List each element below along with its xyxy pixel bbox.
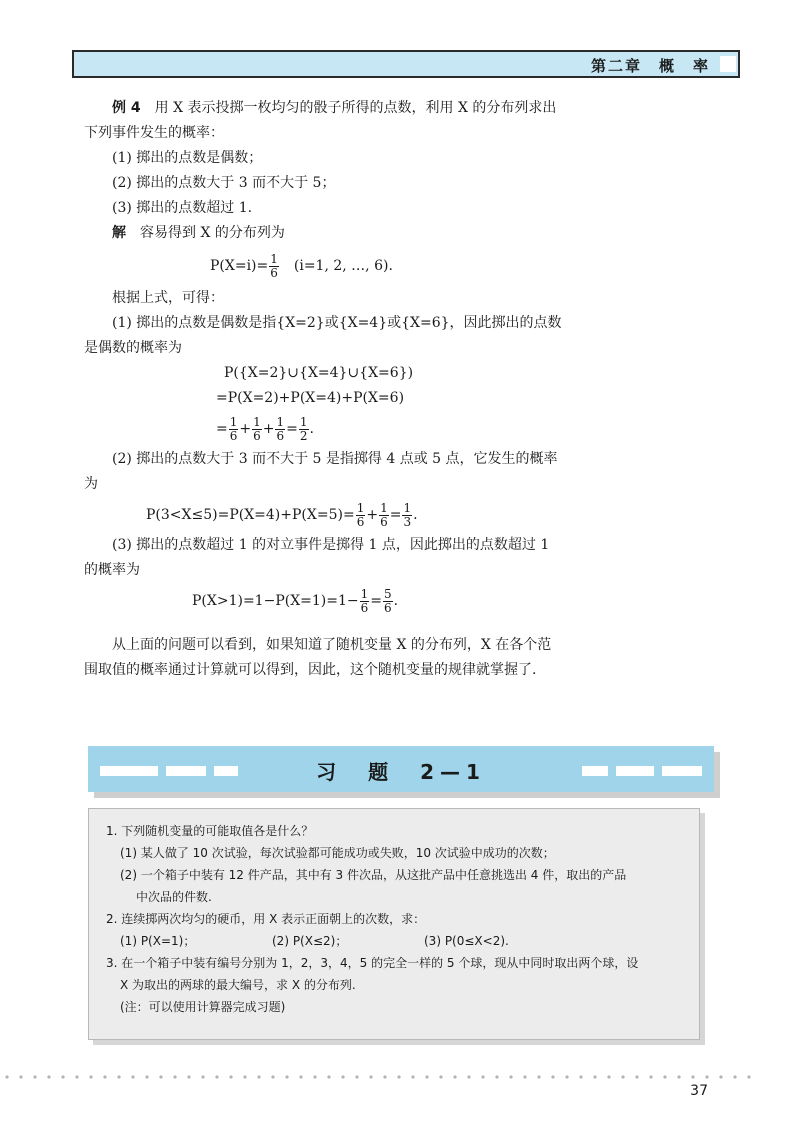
page-number: 37 — [690, 1083, 708, 1099]
part2-frac-1-den: 6 — [356, 514, 365, 529]
part1-frac-3-num: 1 — [276, 414, 285, 429]
dist-fraction — [269, 253, 279, 280]
part1-result-frac — [299, 416, 309, 443]
example-item-2: (2) 掷出的点数大于 3 而不大于 5； — [112, 175, 336, 191]
exercise-q2-choice-3: (3) P(0≤X<2). — [424, 934, 509, 948]
part2-frac-1-num: 1 — [356, 500, 365, 515]
part1-result-den: 2 — [299, 428, 308, 443]
exercise-q1-b-line1: (2) 一个箱子中装有 12 件产品，其中有 3 件次品，从这批产品中任意挑选出 4 件，取出的产品 — [120, 868, 627, 882]
footer-dotted-rule — [0, 1075, 760, 1079]
exercise-q2-choice-1: (1) P(X=1)； — [120, 934, 196, 948]
part3-frac-1-den: 6 — [360, 600, 369, 615]
part3-result-den: 6 — [384, 600, 392, 615]
part2-eq-prefix: P(3<X≤5)=P(X=4)+P(X=5)= — [146, 507, 355, 523]
part1-eq-line1: P({X=2}∪{X=4}∪{X=6}) — [224, 365, 414, 381]
part1-result-num: 1 — [299, 414, 308, 429]
part1-frac-1-num: 1 — [229, 414, 238, 429]
exercise-note: (注：可以使用计算器完成习题) — [120, 1000, 286, 1014]
spacer — [84, 619, 564, 633]
exercise-title: 习 题 2—1 — [316, 760, 486, 784]
header-square-decoration — [720, 56, 736, 72]
part1-text: (1) 掷出的点数是偶数是指{X=2}或{X=4}或{X=6}，因此掷出的点数是偶数的概率为 — [84, 315, 562, 356]
dist-lhs: P(X=i)= — [210, 258, 269, 274]
part2-equation: P(3<X≤5)=P(X=4)+P(X=5)= $\frac{1}{6}$ + $\frac{1}{6}$ = $\frac{1}{3}$ . — [146, 500, 418, 529]
dist-range: (i=1, 2, …, 6). — [293, 258, 393, 274]
example-item-1: (1) 掷出的点数是偶数； — [112, 150, 263, 166]
chapter-header-bar — [72, 50, 740, 78]
dist-fraction-den: 6 — [270, 265, 278, 280]
solution-label: 解 — [112, 225, 126, 241]
part1-eq3-prefix: = — [216, 421, 228, 437]
part2-frac-2-num: 1 — [380, 500, 388, 515]
part3-result-frac — [383, 588, 393, 615]
part3-eq-prefix: P(X>1)=1−P(X=1)=1− — [192, 593, 359, 609]
example-label: 例 4 — [112, 100, 141, 116]
exercise-q2-choice-2: (2) P(X≤2)； — [272, 934, 348, 948]
part1-frac-3-den: 6 — [276, 428, 285, 443]
part1-frac-2-den: 6 — [253, 428, 261, 443]
exercise-q2-choices — [106, 930, 696, 952]
part2-frac-1 — [356, 502, 366, 529]
solution-intro — [84, 221, 564, 246]
part3-frac-1-num: 1 — [360, 586, 369, 601]
exercise-q3-line1: 3. 在一个箱子中装有编号分别为 1，2，3，4，5 的完全一样的 5 个球，现从中同时取出两个球，设 — [106, 956, 639, 970]
example-body — [84, 96, 564, 683]
example-intro-text: 用 X 表示投掷一枚均匀的骰子所得的点数，利用 X 的分布列求出下列事件发生的概率： — [84, 100, 557, 141]
part2-result-num: 1 — [403, 500, 412, 515]
part1-frac-1 — [229, 416, 239, 443]
part2-result-den: 3 — [403, 514, 412, 529]
exercise-q1-b-line2: 中次品的件数. — [136, 890, 212, 904]
part1-eq-line2: =P(X=2)+P(X=4)+P(X=6) — [216, 390, 405, 406]
exercise-q2: 2. 连续掷两次均匀的硬币，用 X 表示正面朝上的次数，求： — [106, 912, 426, 926]
banner-deco-bar — [662, 766, 702, 776]
part1-frac-1-den: 6 — [229, 428, 238, 443]
conclusion: 从上面的问题可以看到，如果知道了随机变量 X 的分布列，X 在各个范围取值的概率通过计算就可以得到，因此，这个随机变量的规律就掌握了. — [84, 637, 552, 678]
exercise-q3-line2: X 为取出的两球的最大编号，求 X 的分布列. — [120, 978, 356, 992]
banner-deco-bar — [582, 766, 608, 776]
solution-intro-text: 容易得到 X 的分布列为 — [140, 225, 285, 241]
part1-eq-line3: = $\frac{1}{6}$ + $\frac{1}{6}$ + $\frac{1}{6}$ = $\frac{1}{2}$ . — [216, 414, 314, 443]
part3-text: (3) 掷出的点数超过 1 的对立事件是掷得 1 点，因此掷出的点数超过 1 的概率为 — [84, 537, 550, 578]
banner-deco-bar — [616, 766, 654, 776]
part2-frac-2 — [379, 502, 389, 529]
part3-frac-1 — [360, 588, 370, 615]
exercise-q1: 1. 下列随机变量的可能取值各是什么？ — [106, 824, 314, 838]
part1-frac-2-num: 1 — [253, 414, 261, 429]
part1-frac-2 — [252, 416, 262, 443]
example-intro — [84, 96, 564, 146]
part2-text: (2) 掷出的点数大于 3 而不大于 5 是指掷得 4 点或 5 点，它发生的概率为 — [84, 451, 558, 492]
part3-equation: P(X>1)=1−P(X=1)=1− $\frac{1}{6}$ = $\frac{5}{6}$ . — [192, 586, 399, 615]
part1-frac-3 — [275, 416, 285, 443]
dist-fraction-num: 1 — [270, 251, 278, 266]
exercise-banner — [88, 746, 714, 792]
chapter-title: 第二章 概 率 — [590, 57, 710, 75]
example-item-3: (3) 掷出的点数超过 1. — [112, 200, 253, 216]
part3-result-num: 5 — [384, 586, 392, 601]
distribution-equation — [84, 246, 564, 286]
part2-result-frac — [402, 502, 412, 529]
exercise-q1-a: (1) 某人做了 10 次试验，每次试验都可能成功或失败，10 次试验中成功的次数； — [120, 846, 555, 860]
from-above: 根据上式，可得： — [112, 290, 224, 306]
part2-frac-2-den: 6 — [380, 514, 388, 529]
exercise-content — [106, 820, 696, 1018]
